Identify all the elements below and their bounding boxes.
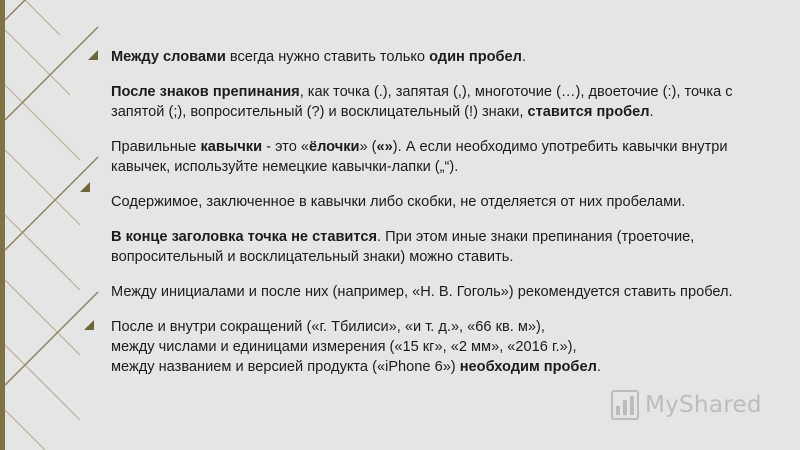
text-run: , как точка (.), запятая (,), многоточие (…), двоеточие (:), точка с запятой (;), вопросительный (?) и восклицательный (!) знаки, — [111, 84, 733, 120]
paragraph — [111, 137, 771, 177]
bold-run: ёлочки — [308, 139, 360, 155]
text-run: Правильные — [111, 139, 201, 155]
text-run: После и внутри сокращений («г. Тбилиси», «и т. д.», «66 кв. м»), между числами и единицами измерения («15 кг», «2 мм», «2016 г.»), между названием и версией продукта («iPhone 6») — [111, 319, 577, 375]
bold-run: кавычки — [200, 139, 263, 155]
paragraph — [111, 47, 771, 67]
text-run: . — [596, 359, 601, 375]
text-run: . При этом иные знаки препинания (троеточие, вопросительный и восклицательный знаки) можно ставить. — [111, 229, 695, 265]
text-run: - это « — [262, 139, 309, 155]
watermark-text: MyShared — [645, 392, 762, 418]
paragraph — [111, 317, 771, 377]
bold-run: один пробел — [429, 49, 522, 65]
myshared-watermark — [611, 390, 762, 420]
paragraph — [111, 192, 771, 212]
arrow-ornament — [0, 0, 100, 450]
text-run: ). А если необходимо употребить кавычки внутри кавычек, используйте немецкие кавычки-лапки („“). — [111, 139, 728, 175]
text-run: всегда нужно ставить только — [225, 49, 430, 65]
text-run: » ( — [359, 139, 377, 155]
paragraph — [111, 282, 771, 302]
bold-run: «» — [376, 139, 393, 155]
paragraph — [111, 227, 771, 267]
slide-text — [111, 47, 771, 392]
paragraph — [111, 82, 771, 122]
bar-chart-logo-icon — [611, 390, 639, 420]
bold-run: необходим пробел — [459, 359, 597, 375]
bold-run: ставится пробел — [527, 104, 650, 120]
text-run: Содержимое, заключенное в кавычки либо скобки, не отделяется от них пробелами. — [111, 194, 686, 210]
bold-run: В конце заголовка точка не ставится — [111, 229, 377, 245]
bold-run: Между словами — [111, 49, 226, 65]
text-run: . — [649, 104, 654, 120]
text-run: . — [521, 49, 527, 65]
text-run: Между инициалами и после них (например, «Н. В. Гоголь») рекомендуется ставить пробел. — [111, 284, 733, 300]
bold-run: После знаков препинания — [111, 84, 300, 100]
